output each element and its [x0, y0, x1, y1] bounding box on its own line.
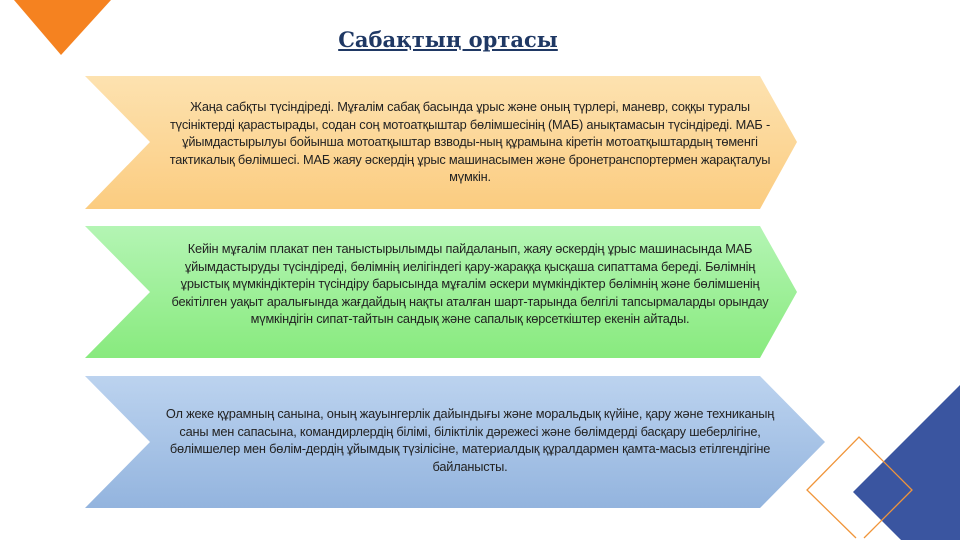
- step-3-text: Ол жеке құрамның санына, оның жауынгерлік дайындығы және моральдық күйіне, қару және техниканың саны мен сапасына, командирлердің білімі, біліктілік дәрежесі және бөлімдерді басқару шеберлігіне, бөлімшелер мен бөлім-дердің ұйымдық түзілісіне, материалдық құралдармен қамта-масыз етілгендігіне байланысты.: [165, 406, 775, 474]
- blue-diamond-decoration: [853, 385, 960, 540]
- step-1-text: Жаңа сабқты түсіндіреді. Мұғалім сабақ басында ұрыс және оның түрлері, маневр, соққы туралы түсініктерді қарастырады, содан соң мотоатқыштар бөлімшесінің (МАБ) анықтамасын түсіндіреді. МАБ - ұйымдастырылуы бойынша мотоатқыштар взводы-ның құрамына кіретін мотоатқыштардың төменгі тактикалық бөлімшесі. МАБ жаяу әскердің ұрыс машинасымен және бронетранспортермен жарақталуы мүмкін.: [169, 99, 771, 184]
- page-title: Сабақтың ортасы: [338, 27, 558, 52]
- step-2-text: Кейін мұғалім плакат пен таныстырылымды пайдаланып, жаяу әскердің ұрыс машинасында МАБ ұйымдастыруды түсіндіреді, бөлімнің иелігіндегі қару-жараққа қысқаша сипаттама береді. Бөлімнің ұрыстық мүмкіндіктерін түсіндіру барысында мұғалім әскери мүмкіндіктер бөлімнің және бөлімшенің бекітілген уақыт аралығында жағдайдың нақты аталған шарт-тарында белгілі тапсырмаларды орындау мүмкіндігін сипат-тайтын сандық және сапалық көрсеткіштер екенін айтады.: [171, 241, 769, 326]
